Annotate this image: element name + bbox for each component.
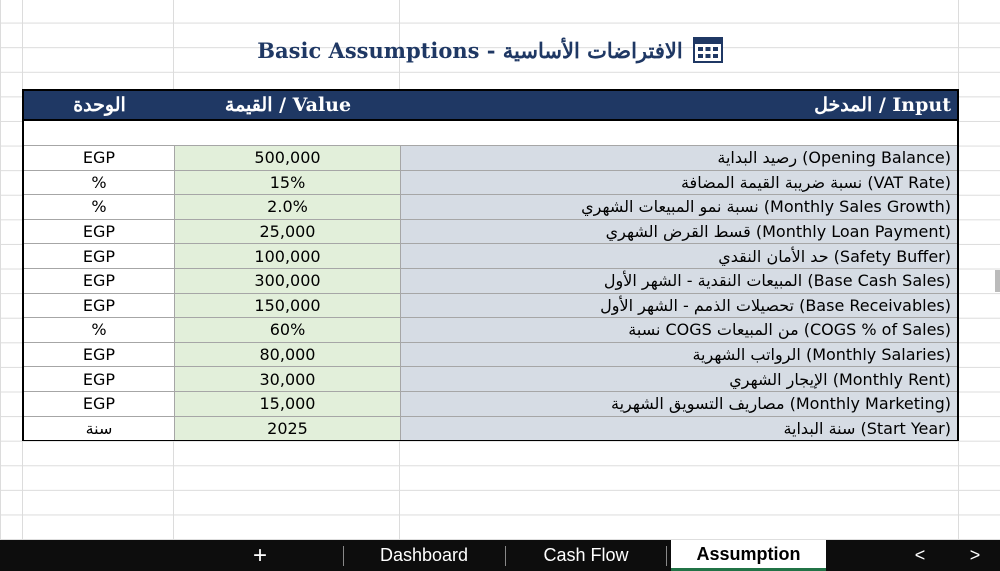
cell-unit[interactable]: EGP xyxy=(24,220,175,244)
cell-input[interactable]: حد الأمان النقدي (Safety Buffer) xyxy=(401,244,957,268)
vertical-scrollbar-thumb[interactable] xyxy=(995,270,1000,292)
add-sheet-button[interactable]: + xyxy=(252,541,267,569)
cell-value[interactable]: 15,000 xyxy=(175,392,401,416)
cell-value[interactable]: 150,000 xyxy=(175,294,401,318)
header-unit[interactable]: الوحدة xyxy=(73,94,126,116)
cell-input[interactable]: الإيجار الشهري (Monthly Rent) xyxy=(401,367,957,391)
cell-value[interactable]: 500,000 xyxy=(175,146,401,170)
cell-input[interactable]: رصيد البداية (Opening Balance) xyxy=(401,146,957,170)
cell-input[interactable]: نسبة نمو المبيعات الشهري (Monthly Sales Growth) xyxy=(401,195,957,219)
cell-unit[interactable]: EGP xyxy=(24,146,175,170)
table-body xyxy=(22,145,959,441)
cell-input[interactable]: سنة البداية (Start Year) xyxy=(401,417,957,441)
empty-row[interactable] xyxy=(22,121,959,145)
cell-unit[interactable]: EGP xyxy=(24,244,175,268)
cell-unit[interactable]: EGP xyxy=(24,269,175,293)
table-row xyxy=(24,317,957,342)
tab-separator xyxy=(505,546,506,566)
table-row xyxy=(24,219,957,244)
cell-value[interactable]: 300,000 xyxy=(175,269,401,293)
cell-input[interactable]: الرواتب الشهرية (Monthly Salaries) xyxy=(401,343,957,367)
sheet-title-text: Basic Assumptions - الافتراضات الأساسية xyxy=(257,37,683,63)
cell-input[interactable]: قسط القرض الشهري (Monthly Loan Payment) xyxy=(401,220,957,244)
table-row xyxy=(24,194,957,219)
cell-unit[interactable]: سنة xyxy=(24,417,175,441)
cell-value[interactable]: 100,000 xyxy=(175,244,401,268)
tab-scroll-right-icon[interactable]: > xyxy=(969,545,981,565)
cell-value[interactable]: 2.0% xyxy=(175,195,401,219)
tab-dashboard[interactable]: Dashboard xyxy=(379,545,469,565)
cell-unit[interactable]: % xyxy=(24,318,175,342)
tab-separator xyxy=(666,546,667,566)
cell-value[interactable]: 15% xyxy=(175,171,401,195)
assumptions-table xyxy=(22,89,959,441)
table-row xyxy=(24,268,957,293)
tab-assumption[interactable]: Assumption xyxy=(671,540,826,571)
header-value[interactable]: القيمة / Value xyxy=(224,94,352,116)
cell-input[interactable]: تحصيلات الذمم - الشهر الأول (Base Receivables) xyxy=(401,294,957,318)
table-row xyxy=(24,342,957,367)
table-header-row xyxy=(22,89,959,121)
cell-input[interactable]: نسبة ضريبة القيمة المضافة (VAT Rate) xyxy=(401,171,957,195)
tab-separator xyxy=(343,546,344,566)
cell-unit[interactable]: % xyxy=(24,171,175,195)
sheet-title xyxy=(200,34,780,66)
table-row xyxy=(24,170,957,195)
cell-unit[interactable]: EGP xyxy=(24,343,175,367)
cell-input[interactable]: المبيعات النقدية - الشهر الأول (Base Cash Sales) xyxy=(401,269,957,293)
cell-value[interactable]: 25,000 xyxy=(175,220,401,244)
table-grid-icon xyxy=(693,37,723,63)
cell-unit[interactable]: % xyxy=(24,195,175,219)
tab-cash-flow[interactable]: Cash Flow xyxy=(543,545,629,565)
table-row xyxy=(24,366,957,391)
table-row xyxy=(24,145,957,170)
cell-unit[interactable]: EGP xyxy=(24,367,175,391)
table-row xyxy=(24,391,957,416)
cell-value[interactable]: 60% xyxy=(175,318,401,342)
tab-scroll-left-icon[interactable]: < xyxy=(914,545,926,565)
cell-unit[interactable]: EGP xyxy=(24,392,175,416)
cell-input[interactable]: مصاريف التسويق الشهرية (Monthly Marketing) xyxy=(401,392,957,416)
cell-value[interactable]: 80,000 xyxy=(175,343,401,367)
table-row xyxy=(24,416,957,441)
table-row xyxy=(24,293,957,318)
cell-input[interactable]: نسبة COGS من المبيعات (COGS % of Sales) xyxy=(401,318,957,342)
cell-value[interactable]: 2025 xyxy=(175,417,401,441)
header-input[interactable]: المدخل / Input xyxy=(814,94,951,116)
sheet-tab-bar xyxy=(0,540,1000,571)
table-row xyxy=(24,243,957,268)
cell-unit[interactable]: EGP xyxy=(24,294,175,318)
cell-value[interactable]: 30,000 xyxy=(175,367,401,391)
